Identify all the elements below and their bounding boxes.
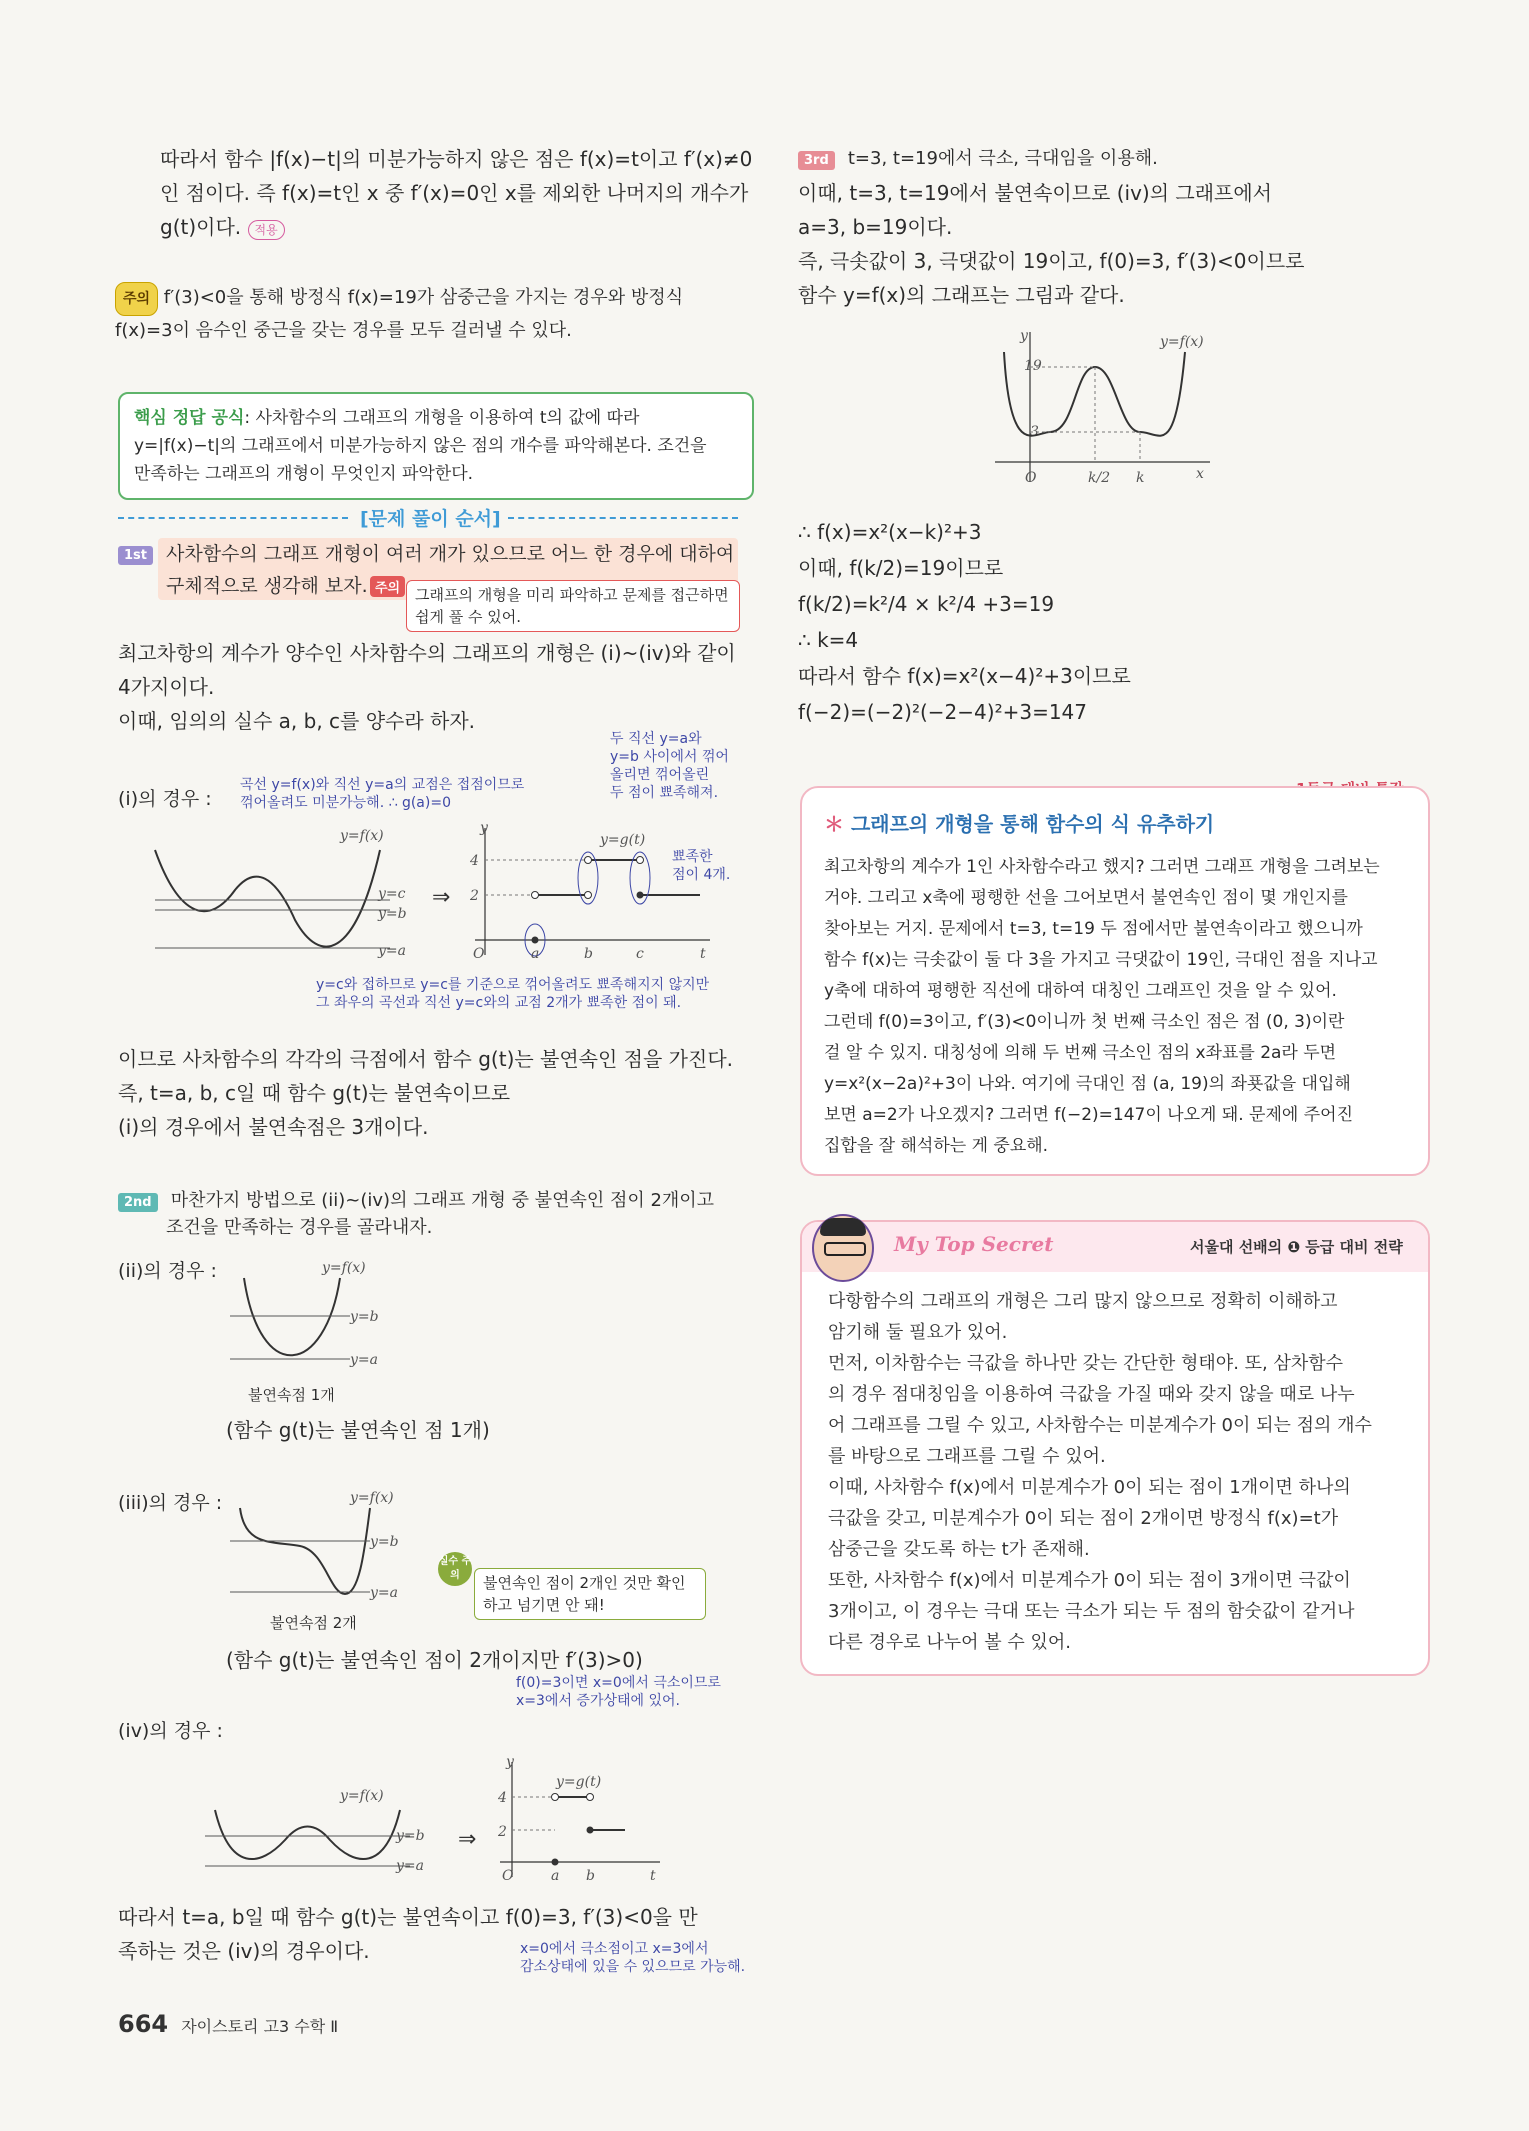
paragraph-line: 최고차항의 계수가 양수인 사차함수의 그래프의 개형은 (i)~(iv)와 같이: [118, 641, 736, 665]
tick-k: k: [1136, 470, 1145, 486]
solution-order-title: [문제 풀이 순서]: [360, 508, 501, 530]
intro-paragraph: [160, 142, 760, 244]
paragraph-line: 이때, 임의의 실수 a, b, c를 양수라 하자.: [118, 709, 476, 733]
note-line: 두 점이 뾰족해져.: [610, 785, 719, 801]
g-label: y=g(t): [600, 832, 646, 848]
paragraph-1: [118, 636, 758, 738]
equation-line: ∴ f(x)=x²(x−k)²+3: [798, 520, 982, 544]
closed-point: [637, 892, 644, 899]
book-title: 자이스토리 고3 수학 Ⅱ: [181, 2017, 339, 2036]
secret-line: 이때, 사차함수 f(x)에서 미분계수가 0이 되는 점이 1개이면 하나의: [828, 1477, 1351, 1498]
step2-line: 조건을 만족하는 경우를 골라내자.: [166, 1217, 433, 1238]
axis-label-y: y: [1020, 328, 1028, 344]
equation-line: f(k/2)=k²/4 × k²/4 +3=19: [798, 592, 1055, 616]
open-point: [587, 1794, 594, 1801]
line-label-b: y=b: [370, 1534, 399, 1550]
paragraph-line: 이므로 사차함수의 각각의 극점에서 함수 g(t)는 불연속인 점을 가진다.: [118, 1047, 733, 1071]
step3-box: [798, 144, 1418, 170]
equation-block: [798, 514, 1418, 730]
step1-tag: 1st: [118, 546, 153, 565]
step1-warn-badge: 주의: [370, 576, 405, 597]
step3-paragraph: [798, 176, 1438, 312]
secret-line: 극값을 갖고, 미분계수가 0이 되는 점이 2개이면 방정식 f(x)=t가: [828, 1508, 1339, 1529]
intro-line: g(t)이다.: [160, 215, 242, 239]
quartic-curve: [215, 1810, 400, 1859]
step1-warn-bubble: [406, 580, 740, 632]
axis-label-y: y: [506, 1754, 514, 1770]
origin-label: O: [502, 1868, 514, 1884]
step2-box: [118, 1186, 758, 1244]
avatar: [812, 1214, 874, 1282]
core-formula-line: y=|f(x)−t|의 그래프에서 미분가능하지 않은 점의 개수를 파악해본다. 조건을: [134, 436, 707, 456]
tick-k-half: k/2: [1088, 470, 1111, 486]
secret-line: 또한, 사차함수 f(x)에서 미분계수가 0이 되는 점이 3개이면 극값이: [828, 1570, 1351, 1591]
curve-label: y=f(x): [340, 1788, 384, 1804]
equation-line: f(−2)=(−2)²(−2−4)²+3=147: [798, 700, 1087, 724]
line-label-b: y=b: [350, 1309, 379, 1325]
case3-discontinuity: 불연속점 2개: [270, 1614, 357, 1632]
note-line: 꺾어올려도 미분가능해. ∴ g(a)=0: [240, 795, 451, 811]
step3-tag: 3rd: [798, 151, 835, 170]
note-line: 곡선 y=f(x)와 직선 y=a의 교점은 접점이므로: [240, 777, 525, 793]
paragraph-line: 즉, 극솟값이 3, 극댓값이 19이고, f(0)=3, f′(3)<0이므로: [798, 249, 1305, 273]
mistake-badge: [438, 1552, 472, 1586]
closed-point: [532, 937, 539, 944]
feature-line: 집합을 잘 해석하는 게 중요해.: [824, 1136, 1049, 1156]
tick-c: c: [636, 946, 644, 962]
paragraph-line: 함수 y=f(x)의 그래프는 그림과 같다.: [798, 283, 1125, 307]
case4-title: (iv)의 경우 :: [118, 1720, 223, 1742]
feature-line: 함수 f(x)는 극솟값이 둘 다 3을 가지고 극댓값이 19인, 극대인 점을 지나고: [824, 950, 1378, 970]
note-line: 그 좌우의 곡선과 직선 y=c와의 교점 2개가 뾰족한 점이 돼.: [316, 995, 682, 1011]
warning-line: f(x)=3이 음수인 중근을 갖는 경우를 모두 걸러낼 수 있다.: [115, 320, 572, 341]
paragraph-line: 4가지이다.: [118, 675, 215, 699]
tick-2: 2: [470, 888, 479, 904]
open-point: [637, 857, 644, 864]
case1-note-fold: [610, 730, 770, 802]
tick-2: 2: [498, 1824, 507, 1840]
feature-title-text: 그래프의 개형을 통해 함수의 식 유추하기: [850, 812, 1215, 836]
step3-line: t=3, t=19에서 극소, 극대임을 이용해.: [847, 148, 1158, 169]
tick-3: 3: [1030, 424, 1039, 440]
case2-graph: [230, 1256, 410, 1376]
secret-line: 삼중근을 갖도록 하는 t가 존재해.: [828, 1539, 1090, 1560]
line-label-a: y=a: [370, 1585, 398, 1601]
bubble-line: 불연속인 점이 2개인 것만 확인: [483, 1574, 686, 1592]
note-line: 두 직선 y=a와: [610, 731, 702, 747]
tick-a: a: [531, 946, 540, 962]
line-label-b: y=b: [396, 1828, 425, 1844]
note-line: f(0)=3이면 x=0에서 극소이므로: [516, 1675, 721, 1691]
line-label-a: y=a: [350, 1352, 378, 1368]
divider-line: [508, 517, 738, 519]
avatar-hair: [820, 1218, 866, 1236]
secret-line: 의 경우 점대칭임을 이용하여 극값을 가질 때와 갖지 않을 때로 나누: [828, 1384, 1355, 1405]
core-formula-box: [118, 392, 754, 500]
open-point: [552, 1794, 559, 1801]
axis-label-t: t: [650, 1868, 656, 1884]
case1-note-tangent-c: [316, 976, 746, 1012]
note-line: 감소상태에 있을 수 있으므로 가능해.: [520, 1959, 746, 1975]
equation-line: ∴ k=4: [798, 628, 859, 652]
arrow-symbol: ⇒: [458, 1827, 477, 1852]
step2-line: 마찬가지 방법으로 (ii)~(iv)의 그래프 개형 중 불연속인 점이 2개이고: [170, 1190, 715, 1211]
case3-result: (함수 g(t)는 불연속인 점이 2개이지만 f′(3)>0): [226, 1648, 643, 1672]
secret-body: [828, 1286, 1418, 1658]
note-line: y=b 사이에서 꺾어: [610, 749, 729, 765]
open-point: [532, 892, 539, 899]
tick-b: b: [586, 1868, 595, 1884]
case3-note: [516, 1674, 766, 1710]
arrow-symbol: ⇒: [432, 885, 451, 910]
quartic-curve: [240, 1508, 370, 1594]
origin-label: O: [473, 946, 485, 962]
feature-box: [800, 786, 1430, 1176]
tick-4: 4: [470, 853, 479, 869]
equation-line: 이때, f(k/2)=19이므로: [798, 556, 1004, 580]
avatar-glasses: [824, 1242, 866, 1256]
closed-point: [587, 1827, 594, 1834]
case1-graph: [140, 820, 760, 980]
axis-label-y: y: [480, 820, 488, 836]
secret-line: 암기해 둘 필요가 있어.: [828, 1322, 1008, 1343]
warning-line: f′(3)<0을 통해 방정식 f(x)=19가 삼중근을 가지는 경우와 방정식: [163, 287, 684, 308]
line-label-a: y=a: [396, 1858, 424, 1874]
paragraph-line: a=3, b=19이다.: [798, 215, 953, 239]
final-line: 족하는 것은 (iv)의 경우이다.: [118, 1939, 370, 1963]
note-line: 점이 4개.: [672, 867, 731, 883]
feature-body: [824, 852, 1414, 1162]
mistake-badge-text: 실수 주의: [438, 1556, 472, 1581]
tick-a: a: [551, 1868, 560, 1884]
curve-label: y=f(x): [322, 1260, 366, 1276]
intro-line: 인 점이다. 즉 f(x)=t인 x 중 f′(x)=0인 x를 제외한 나머지의 개수가: [160, 181, 749, 205]
secret-line: 어 그래프를 그릴 수 있고, 사차함수는 미분계수가 0이 되는 점의 개수: [828, 1415, 1372, 1436]
note-line: y=c와 접하므로 y=c를 기준으로 꺾어올려도 뾰족해지지 않지만: [316, 977, 710, 993]
top-secret-box: [800, 1220, 1430, 1676]
quartic-curve: [244, 1278, 340, 1355]
step1-warn-line: 그래프의 개형을 미리 파악하고 문제를 접근하면: [415, 586, 729, 604]
feature-line: 그런데 f(0)=3이고, f′(3)<0이니까 첫 번째 극소인 점은 점 (0, 3)이란: [824, 1012, 1345, 1032]
open-point: [585, 892, 592, 899]
core-formula-line: : 사차함수의 그래프의 개형을 이용하여 t의 값에 따라: [244, 408, 640, 428]
feature-line: 보면 a=2가 나오겠지? 그러면 f(−2)=147이 나오게 돼. 문제에 주어진: [824, 1105, 1353, 1125]
line-label-b: y=b: [378, 906, 407, 922]
core-formula-line: 만족하는 그래프의 개형이 무엇인지 파악한다.: [134, 464, 474, 484]
axis-label-t: t: [700, 946, 706, 962]
note-line: 뾰족한: [672, 849, 713, 865]
paragraph-2: [118, 1042, 758, 1144]
case4-graph: [200, 1752, 670, 1892]
line-label-a: y=a: [378, 943, 406, 959]
divider-line: [118, 517, 348, 519]
core-formula-label: 핵심 정답 공식: [134, 408, 245, 428]
case2-result: (함수 g(t)는 불연속인 점 1개): [226, 1418, 490, 1442]
case3-title: (iii)의 경우 :: [118, 1492, 223, 1514]
page-number: 664: [118, 2010, 169, 2038]
tick-4: 4: [498, 1790, 507, 1806]
warning-note: [115, 282, 755, 346]
solution-order-divider: [118, 506, 738, 530]
step1-box: [118, 538, 738, 630]
feature-line: 거야. 그리고 x축에 평행한 선을 그어보면서 불연속인 점이 몇 개인지를: [824, 888, 1348, 908]
feature-title: ＊ 그래프의 개형을 통해 함수의 식 유추하기: [824, 812, 1215, 836]
quartic-curve: [155, 850, 380, 947]
feature-line: y=x²(x−2a)²+3이 나와. 여기에 극대인 점 (a, 19)의 좌푯값을 대입해: [824, 1074, 1351, 1094]
secret-line: 를 바탕으로 그래프를 그릴 수 있어.: [828, 1446, 1106, 1467]
case3-bubble: [474, 1568, 706, 1620]
closed-point: [552, 1859, 559, 1866]
fx-graph: [990, 322, 1230, 492]
note-line: x=0에서 극소점이고 x=3에서: [520, 1941, 709, 1957]
curve-label: y=f(x): [340, 828, 384, 844]
paragraph-line: (i)의 경우에서 불연속점은 3개이다.: [118, 1115, 429, 1139]
g-label: y=g(t): [556, 1774, 602, 1790]
secret-line: 먼저, 이차함수는 극값을 하나만 갖는 간단한 형태야. 또, 삼차함수: [828, 1353, 1344, 1374]
paragraph-line: 이때, t=3, t=19에서 불연속이므로 (iv)의 그래프에서: [798, 181, 1272, 205]
axis-label-x: x: [1196, 466, 1204, 482]
case3-graph: [230, 1486, 430, 1606]
intro-line: 따라서 함수 |f(x)−t|의 미분가능하지 않은 점은 f(x)=t이고 f′(x)≠0: [160, 147, 753, 171]
final-line: 따라서 t=a, b일 때 함수 g(t)는 불연속이고 f(0)=3, f′(3)<0을 만: [118, 1905, 698, 1929]
case1-title: (i)의 경우 :: [118, 788, 212, 810]
secret-line: 다항함수의 그래프의 개형은 그리 많지 않으므로 정확히 이해하고: [828, 1291, 1338, 1312]
case2-discontinuity: 불연속점 1개: [248, 1386, 335, 1404]
case1-note-tangent: [240, 776, 560, 812]
curve-label: y=f(x): [1160, 334, 1204, 350]
curve-label: y=f(x): [350, 1490, 394, 1506]
secret-line: 3개이고, 이 경우는 극대 또는 극소가 되는 두 점의 함숫값이 같거나: [828, 1601, 1355, 1622]
bubble-line: 하고 넘기면 안 돼!: [483, 1596, 605, 1614]
tick-b: b: [584, 946, 593, 962]
line-label-c: y=c: [378, 886, 406, 902]
case2-title: (ii)의 경우 :: [118, 1260, 217, 1282]
secret-subtitle: 서울대 선배의 ❶ 등급 대비 전략: [1190, 1238, 1403, 1256]
step2-tag: 2nd: [118, 1193, 158, 1212]
step1-line: 구체적으로 생각해 보자.: [166, 575, 368, 597]
step1-line: 사차함수의 그래프 개형이 여러 개가 있으므로 어느 한 경우에 대하여: [166, 543, 735, 565]
warning-badge: 주의: [115, 282, 158, 316]
open-point: [585, 857, 592, 864]
note-line: x=3에서 증가상태에 있어.: [516, 1693, 680, 1709]
secret-line: 다른 경우로 나누어 볼 수 있어.: [828, 1632, 1071, 1653]
feature-line: 최고차항의 계수가 1인 사차함수라고 했지? 그러면 그래프 개형을 그려보는: [824, 857, 1380, 877]
secret-title: My Top Secret: [894, 1232, 1054, 1256]
feature-line: 찾아보는 거지. 문제에서 t=3, t=19 두 점에서만 불연속이라고 했으니까: [824, 919, 1363, 939]
feature-line: 걸 알 수 있지. 대칭성에 의해 두 번째 극소인 점의 x좌표를 2a라 두면: [824, 1043, 1337, 1063]
equation-line: 따라서 함수 f(x)=x²(x−4)²+3이므로: [798, 664, 1131, 688]
page-footer: [118, 2010, 338, 2038]
step1-warn-line: 쉽게 풀 수 있어.: [415, 608, 522, 626]
apply-badge: 적용: [248, 220, 285, 240]
paragraph-line: 즉, t=a, b, c일 때 함수 g(t)는 불연속이므로: [118, 1081, 511, 1105]
final-note: [520, 1940, 770, 1976]
note-line: 올리면 꺾어올린: [610, 767, 710, 783]
origin-label: O: [1025, 470, 1037, 486]
tick-19: 19: [1024, 358, 1042, 374]
feature-line: y축에 대하여 평행한 직선에 대하여 대칭인 그래프인 것을 알 수 있어.: [824, 981, 1337, 1001]
